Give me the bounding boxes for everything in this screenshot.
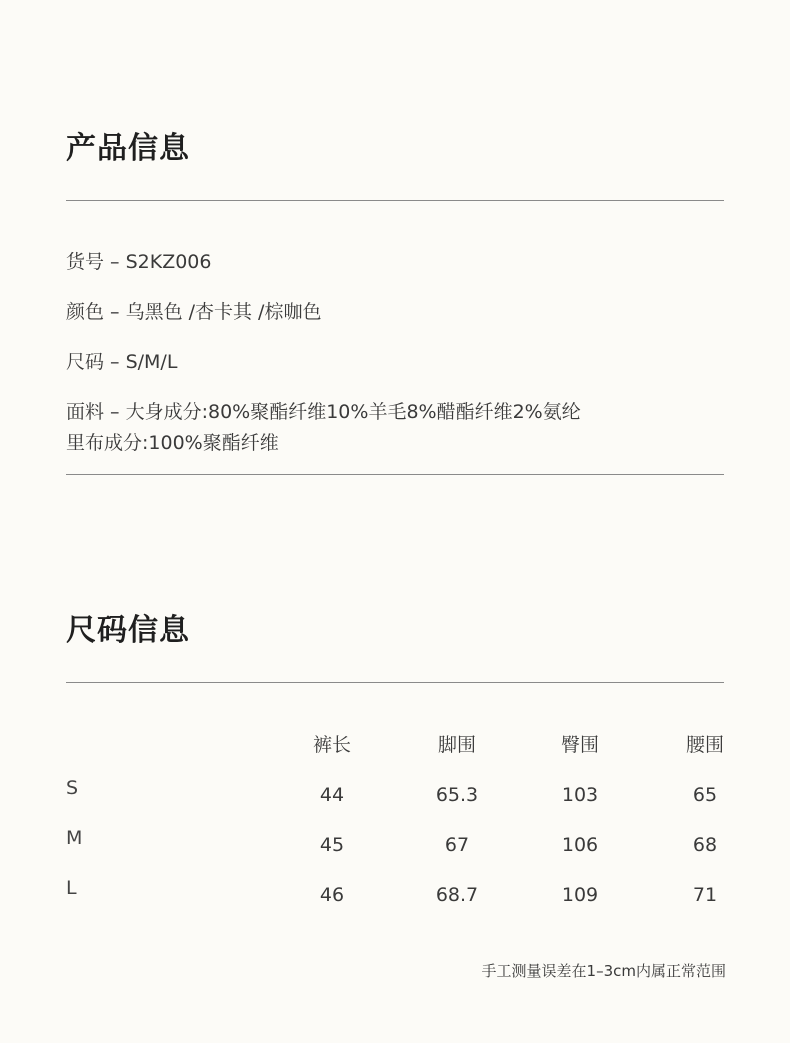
column-header-hip: 臀围 [560,734,599,756]
table-cell: 106 [561,834,599,856]
column-header-waist: 腰围 [685,734,724,756]
size-info-title: 尺码信息 [66,613,190,648]
product-info-top-divider [66,200,724,201]
measurement-note: 手工测量误差在1–3cm内属正常范围 [481,962,726,980]
table-cell: 44 [319,784,345,806]
product-fabric-line: 面料 – 大身成分:80%聚酯纤维10%羊毛8%醋酯纤维2%氨纶 [66,401,581,423]
table-cell: 68.7 [435,884,479,906]
column-header-length: 裤长 [312,734,351,756]
row-label-m: M [66,827,83,849]
table-cell: 67 [444,834,470,856]
table-cell: 45 [319,834,345,856]
table-cell: 65 [692,784,718,806]
product-color-line: 颜色 – 乌黑色 /杏卡其 /棕咖色 [66,301,322,323]
row-label-l: L [66,877,77,899]
table-cell: 68 [692,834,718,856]
table-cell: 46 [319,884,345,906]
size-table [66,728,728,913]
size-info-divider [66,682,724,683]
product-lining-line: 里布成分:100%聚酯纤维 [66,432,279,454]
product-sku-line: 货号 – S2KZ006 [66,251,212,273]
table-cell: 109 [561,884,599,906]
column-header-hem: 脚围 [437,734,476,756]
row-label-s: S [66,777,79,799]
table-cell: 71 [692,884,718,906]
product-info-title: 产品信息 [66,131,190,166]
table-cell: 103 [561,784,599,806]
table-cell: 65.3 [435,784,479,806]
product-size-line: 尺码 – S/M/L [66,351,178,373]
product-info-bottom-divider [66,474,724,475]
